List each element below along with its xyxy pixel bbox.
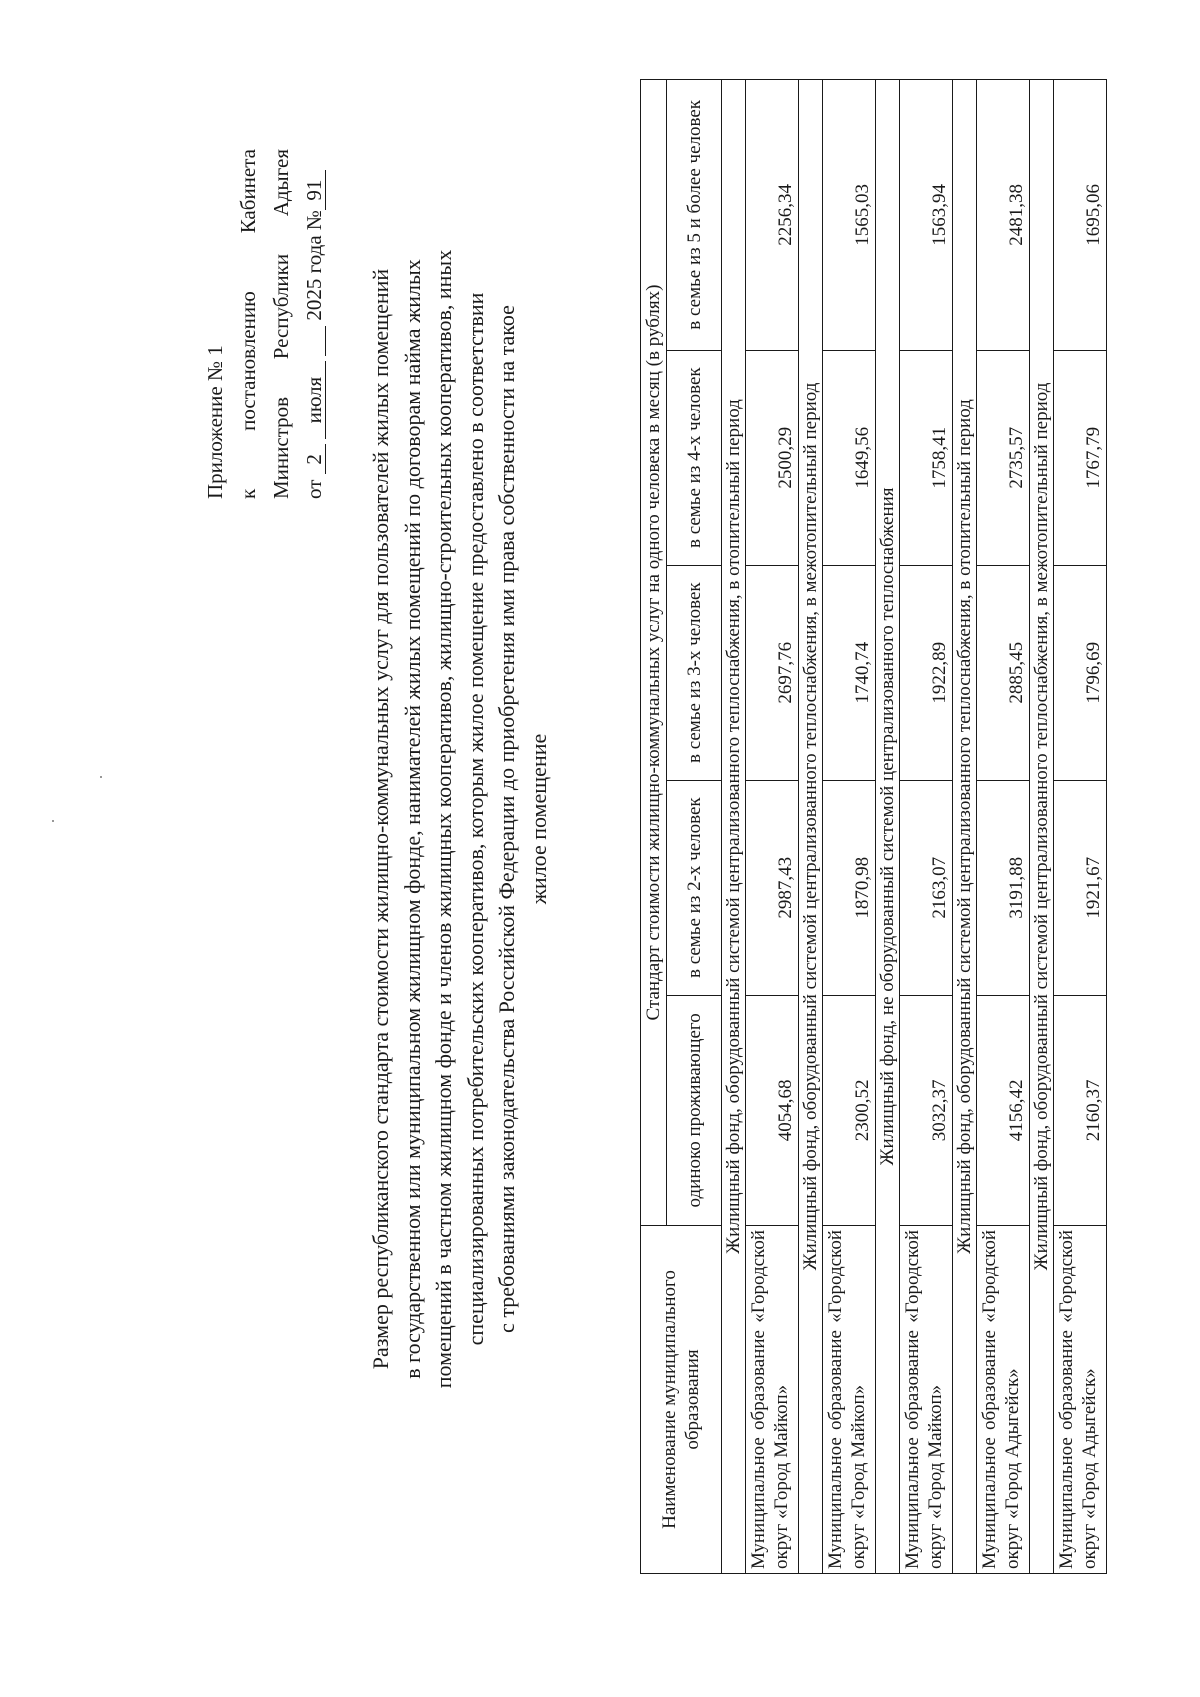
cost-value: 1921,67 [1054,780,1107,995]
cost-value: 1796,69 [1054,565,1107,780]
cost-value: 2987,43 [746,780,799,995]
cost-value: 3032,37 [900,995,953,1225]
table-row [823,80,876,1574]
heading-line: Размер республиканского стандарта стоимости жилищно-коммунальных услуг для пользователей жилых помещений [368,268,393,1370]
header-col-3: в семье из 3-х человек [667,565,722,780]
heading-line: в государственном или муниципальном жилищном фонде, нанимателей жилых помещений по договорам найма жилых [399,259,425,1379]
annex-word: Республики [269,253,293,360]
heading-line: специализированных потребительских кооперативов, которым жилое помещение предоставлено в соответствии [462,292,488,1346]
doc-number: 91 [303,170,326,210]
table-row [746,80,799,1574]
table-row [900,80,953,1574]
cost-value: 1563,94 [900,80,953,351]
municipality-name: Муниципальное образование «Городской округ «Город Адыгейск» [977,1226,1030,1574]
municipality-name: Муниципальное образование «Городской округ «Город Майкоп» [900,1226,953,1574]
cost-value: 4156,42 [977,995,1030,1225]
cost-value: 2300,52 [823,995,876,1225]
municipality-name: Муниципальное образование «Городской округ «Город Майкоп» [823,1226,876,1574]
heading-line: с требованиями законодательства Российской Федерации до приобретения ими права собственности на такое [494,305,519,1333]
section-title: Жилищный фонд, оборудованный системой централизованного теплоснабжения, в отопительный период [722,80,746,1574]
scan-speck [100,776,102,778]
cost-value: 1565,03 [823,80,876,351]
header-col-single: одиноко проживающего [667,995,722,1225]
document-heading [365,64,554,1574]
cost-value: 2256,34 [746,80,799,351]
header-cost-group: Стандарт стоимости жилищно-коммунальных услуг на одного человека в месяц (в рублях) [641,80,667,1226]
cost-value: 2163,07 [900,780,953,995]
municipality-name: Муниципальное образование «Городской округ «Город Адыгейск» [1054,1226,1107,1574]
annex-word: Адыгея [269,149,293,217]
date-prefix: от [302,479,326,499]
municipality-name: Муниципальное образование «Городской округ «Город Майкоп» [746,1226,799,1574]
annex-word: Кабинета [236,149,260,234]
annex-word: Министров [269,396,293,499]
header-col-4: в семье из 4-х человек [667,350,722,565]
section-title: Жилищный фонд, оборудованный системой централизованного теплоснабжения, в отопительный период [953,80,977,1574]
heading-line: помещений в частном жилищном фонде и членов жилищных кооперативов, жилищно-строительных кооперативов, иных [431,249,456,1389]
cost-value: 1922,89 [900,565,953,780]
cost-value: 3191,88 [977,780,1030,995]
header-col-5plus: в семье из 5 и более человек [667,80,722,351]
cost-value: 1695,06 [1054,80,1107,351]
cost-value: 1758,41 [900,350,953,565]
cost-value: 2735,57 [977,350,1030,565]
table-row [977,80,1030,1574]
cost-value: 2697,76 [746,565,799,780]
heading-line: жилое помещение [525,733,551,905]
date-month: июля [303,361,326,439]
cost-value: 2500,29 [746,350,799,565]
cost-value: 1870,98 [823,780,876,995]
date-day: 2 [303,444,326,474]
date-blank [303,326,326,356]
section-title: Жилищный фонд, оборудованный системой централизованного теплоснабжения, в межотопительный период [1030,80,1054,1574]
annex-word: к [236,488,260,499]
cost-value: 4054,68 [746,995,799,1225]
cost-value: 1740,74 [823,565,876,780]
cost-value: 2885,45 [977,565,1030,780]
document-page [127,64,1187,1574]
cost-value: 1649,56 [823,350,876,565]
annex-line-3 [265,149,298,499]
cost-standard-table [640,79,1107,1574]
annex-block [199,149,331,499]
cost-value: 2481,38 [977,80,1030,351]
header-col-2: в семье из 2-х человек [667,780,722,995]
scan-speck [52,820,54,822]
header-municipality: Наименование муниципального образования [641,1226,722,1574]
annex-line-2 [232,149,265,499]
annex-date-line [298,149,331,499]
table-row [1054,80,1107,1574]
section-title: Жилищный фонд, не оборудованный системой централизованного теплоснабжения [876,80,900,1574]
date-year: 2025 года № [302,210,326,321]
annex-title: Приложение № 1 [203,345,227,499]
cost-value: 1767,79 [1054,350,1107,565]
cost-value: 2160,37 [1054,995,1107,1225]
section-title: Жилищный фонд, оборудованный системой централизованного теплоснабжения, в межотопительный период [799,80,823,1574]
annex-word: постановлению [236,291,260,431]
